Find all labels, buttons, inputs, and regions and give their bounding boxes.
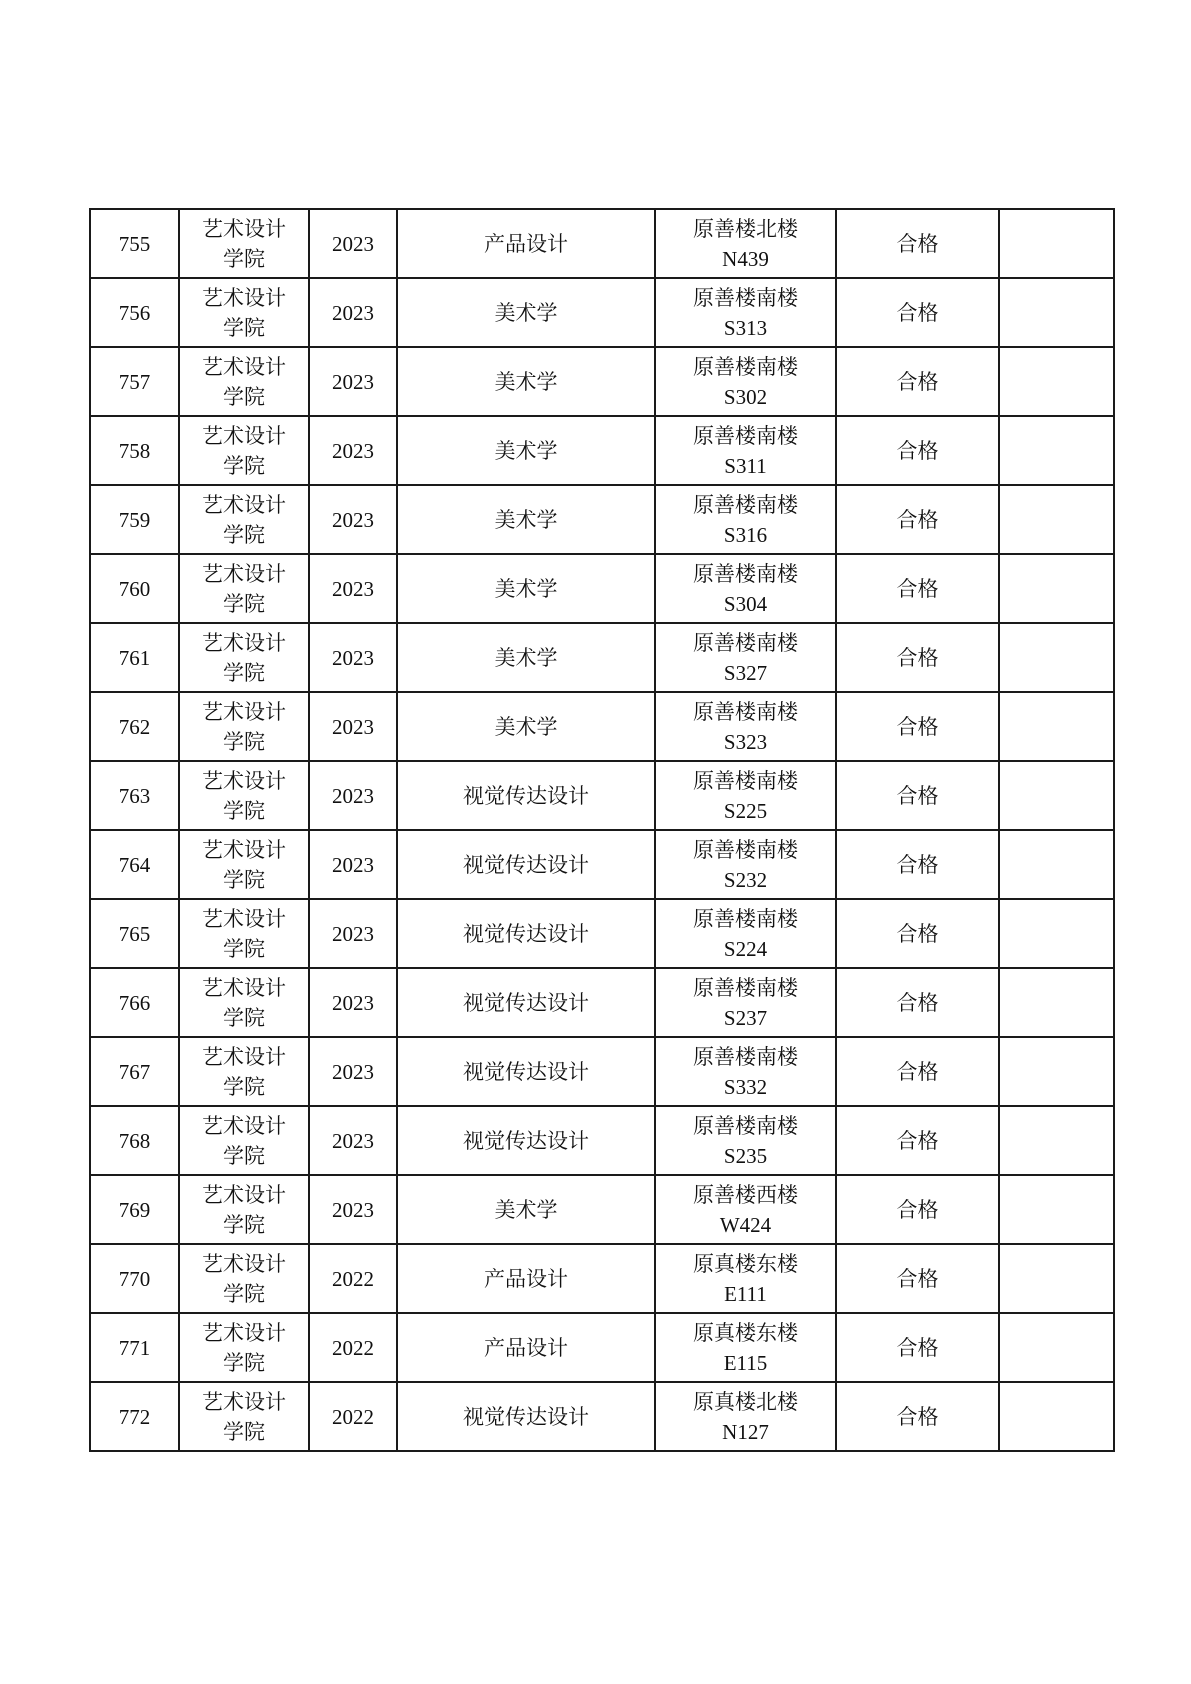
cell-text-line: 学院 — [223, 936, 265, 961]
cell-major: 美术学 — [397, 485, 655, 554]
cell-college — [179, 692, 309, 761]
cell-text-line: S232 — [723, 867, 768, 892]
cell-text-line: 艺术设计 — [202, 1182, 286, 1207]
cell-grade: 2023 — [309, 416, 397, 485]
cell-grade: 2023 — [309, 554, 397, 623]
cell-note — [999, 1313, 1114, 1382]
cell-text-line: 艺术设计 — [202, 975, 286, 1000]
cell-number: 759 — [90, 485, 179, 554]
table-row — [90, 968, 1114, 1037]
cell-result: 合格 — [836, 830, 999, 899]
cell-number: 762 — [90, 692, 179, 761]
cell-text-line: 艺术设计 — [202, 423, 286, 448]
cell-grade: 2023 — [309, 347, 397, 416]
cell-college — [179, 347, 309, 416]
cell-text-line: 艺术设计 — [202, 837, 286, 862]
cell-result: 合格 — [836, 416, 999, 485]
cell-text-line: 学院 — [223, 246, 265, 271]
table-row — [90, 1037, 1114, 1106]
cell-grade: 2023 — [309, 761, 397, 830]
table-row — [90, 761, 1114, 830]
cell-text-line: 艺术设计 — [202, 1251, 286, 1276]
cell-text-line: 原真楼东楼 — [693, 1320, 798, 1345]
cell-major: 产品设计 — [397, 1313, 655, 1382]
cell-college — [179, 899, 309, 968]
cell-number: 756 — [90, 278, 179, 347]
cell-grade: 2023 — [309, 1106, 397, 1175]
cell-text-line: S224 — [723, 936, 768, 961]
cell-note — [999, 761, 1114, 830]
cell-text-line: 原真楼东楼 — [693, 1251, 798, 1276]
cell-number: 761 — [90, 623, 179, 692]
cell-text-line: 学院 — [223, 1143, 265, 1168]
cell-result: 合格 — [836, 485, 999, 554]
cell-text-line: S302 — [723, 384, 768, 409]
cell-number: 765 — [90, 899, 179, 968]
results-table — [89, 208, 1115, 1452]
cell-text-line: 艺术设计 — [202, 630, 286, 655]
cell-text-line: S304 — [723, 591, 768, 616]
cell-grade: 2023 — [309, 1037, 397, 1106]
cell-number: 772 — [90, 1382, 179, 1451]
cell-college — [179, 1382, 309, 1451]
cell-result: 合格 — [836, 1175, 999, 1244]
cell-text-line: 学院 — [223, 798, 265, 823]
cell-result: 合格 — [836, 1382, 999, 1451]
cell-college — [179, 278, 309, 347]
cell-grade: 2022 — [309, 1244, 397, 1313]
cell-note — [999, 692, 1114, 761]
cell-major: 视觉传达设计 — [397, 1106, 655, 1175]
cell-major: 美术学 — [397, 692, 655, 761]
table-row — [90, 899, 1114, 968]
cell-text-line: 学院 — [223, 1074, 265, 1099]
cell-location — [655, 1175, 836, 1244]
table-row — [90, 1382, 1114, 1451]
cell-text-line: 原善楼南楼 — [693, 699, 798, 724]
cell-grade: 2022 — [309, 1313, 397, 1382]
cell-text-line: 原善楼南楼 — [693, 354, 798, 379]
cell-location — [655, 1313, 836, 1382]
cell-result: 合格 — [836, 692, 999, 761]
cell-text-line: 原善楼南楼 — [693, 837, 798, 862]
cell-number: 757 — [90, 347, 179, 416]
cell-major: 美术学 — [397, 416, 655, 485]
cell-grade: 2023 — [309, 278, 397, 347]
cell-text-line: 学院 — [223, 522, 265, 547]
cell-text-line: E111 — [724, 1281, 767, 1306]
table-row — [90, 692, 1114, 761]
cell-major: 美术学 — [397, 347, 655, 416]
cell-text-line: 艺术设计 — [202, 354, 286, 379]
cell-text-line: E115 — [723, 1350, 768, 1375]
cell-major: 产品设计 — [397, 209, 655, 278]
cell-note — [999, 347, 1114, 416]
cell-note — [999, 830, 1114, 899]
cell-text-line: 原真楼北楼 — [693, 1389, 798, 1414]
cell-text-line: 学院 — [223, 660, 265, 685]
cell-text-line: 学院 — [223, 1281, 265, 1306]
cell-college — [179, 416, 309, 485]
cell-location — [655, 899, 836, 968]
table-row — [90, 1313, 1114, 1382]
cell-location — [655, 209, 836, 278]
cell-text-line: S235 — [723, 1143, 768, 1168]
cell-note — [999, 623, 1114, 692]
cell-major: 产品设计 — [397, 1244, 655, 1313]
cell-college — [179, 1313, 309, 1382]
cell-text-line: 学院 — [223, 384, 265, 409]
cell-text-line: 学院 — [223, 867, 265, 892]
cell-text-line: 艺术设计 — [202, 768, 286, 793]
cell-text-line: 学院 — [223, 591, 265, 616]
cell-number: 769 — [90, 1175, 179, 1244]
cell-college — [179, 554, 309, 623]
table-row — [90, 416, 1114, 485]
results-table-body — [90, 209, 1114, 1451]
cell-result: 合格 — [836, 1244, 999, 1313]
cell-note — [999, 278, 1114, 347]
cell-result: 合格 — [836, 623, 999, 692]
cell-major: 视觉传达设计 — [397, 968, 655, 1037]
cell-text-line: S225 — [723, 798, 768, 823]
cell-major: 视觉传达设计 — [397, 1382, 655, 1451]
cell-text-line: 原善楼南楼 — [693, 630, 798, 655]
cell-number: 763 — [90, 761, 179, 830]
cell-text-line: 学院 — [223, 1419, 265, 1444]
cell-text-line: 原善楼南楼 — [693, 423, 798, 448]
cell-number: 758 — [90, 416, 179, 485]
cell-text-line: 学院 — [223, 729, 265, 754]
cell-result: 合格 — [836, 1106, 999, 1175]
cell-text-line: S332 — [723, 1074, 768, 1099]
cell-text-line: 学院 — [223, 453, 265, 478]
cell-result: 合格 — [836, 968, 999, 1037]
cell-number: 760 — [90, 554, 179, 623]
cell-location — [655, 347, 836, 416]
cell-text-line: 学院 — [223, 1212, 265, 1237]
cell-college — [179, 485, 309, 554]
table-row — [90, 554, 1114, 623]
cell-grade: 2023 — [309, 692, 397, 761]
cell-note — [999, 1175, 1114, 1244]
cell-note — [999, 899, 1114, 968]
cell-text-line: S316 — [723, 522, 768, 547]
cell-grade: 2023 — [309, 899, 397, 968]
cell-grade: 2023 — [309, 623, 397, 692]
cell-text-line: S311 — [724, 453, 767, 478]
cell-text-line: N127 — [722, 1419, 769, 1444]
cell-location — [655, 1106, 836, 1175]
cell-grade: 2023 — [309, 968, 397, 1037]
cell-note — [999, 416, 1114, 485]
cell-grade: 2023 — [309, 485, 397, 554]
cell-number: 770 — [90, 1244, 179, 1313]
cell-note — [999, 554, 1114, 623]
cell-note — [999, 968, 1114, 1037]
cell-location — [655, 485, 836, 554]
cell-college — [179, 623, 309, 692]
cell-note — [999, 1106, 1114, 1175]
cell-college — [179, 830, 309, 899]
cell-location — [655, 830, 836, 899]
cell-college — [179, 761, 309, 830]
cell-major: 视觉传达设计 — [397, 899, 655, 968]
cell-note — [999, 209, 1114, 278]
cell-result: 合格 — [836, 554, 999, 623]
cell-result: 合格 — [836, 209, 999, 278]
cell-text-line: 艺术设计 — [202, 285, 286, 310]
table-row — [90, 278, 1114, 347]
cell-text-line: 原善楼南楼 — [693, 561, 798, 586]
cell-college — [179, 1244, 309, 1313]
cell-note — [999, 1037, 1114, 1106]
table-row — [90, 209, 1114, 278]
cell-text-line: S237 — [723, 1005, 768, 1030]
cell-text-line: 艺术设计 — [202, 1389, 286, 1414]
cell-text-line: 原善楼南楼 — [693, 1113, 798, 1138]
cell-text-line: 学院 — [223, 1005, 265, 1030]
cell-text-line: 艺术设计 — [202, 492, 286, 517]
cell-number: 766 — [90, 968, 179, 1037]
cell-text-line: 艺术设计 — [202, 906, 286, 931]
cell-text-line: S313 — [723, 315, 768, 340]
cell-result: 合格 — [836, 1037, 999, 1106]
cell-text-line: 艺术设计 — [202, 1044, 286, 1069]
cell-location — [655, 416, 836, 485]
cell-result: 合格 — [836, 278, 999, 347]
table-row — [90, 830, 1114, 899]
cell-text-line: 原善楼南楼 — [693, 492, 798, 517]
cell-text-line: 艺术设计 — [202, 1113, 286, 1138]
cell-text-line: 艺术设计 — [202, 1320, 286, 1345]
cell-text-line: 艺术设计 — [202, 561, 286, 586]
cell-result: 合格 — [836, 347, 999, 416]
table-row — [90, 1106, 1114, 1175]
cell-text-line: 原善楼西楼 — [693, 1182, 798, 1207]
cell-grade: 2023 — [309, 1175, 397, 1244]
cell-text-line: 原善楼南楼 — [693, 768, 798, 793]
cell-college — [179, 1175, 309, 1244]
cell-major: 美术学 — [397, 554, 655, 623]
cell-location — [655, 278, 836, 347]
cell-text-line: W424 — [719, 1212, 772, 1237]
cell-result: 合格 — [836, 1313, 999, 1382]
cell-note — [999, 485, 1114, 554]
cell-number: 768 — [90, 1106, 179, 1175]
cell-text-line: 原善楼南楼 — [693, 906, 798, 931]
cell-location — [655, 1244, 836, 1313]
cell-major: 视觉传达设计 — [397, 761, 655, 830]
cell-college — [179, 1037, 309, 1106]
cell-note — [999, 1244, 1114, 1313]
cell-text-line: S323 — [723, 729, 768, 754]
cell-text-line: 学院 — [223, 315, 265, 340]
cell-text-line: 学院 — [223, 1350, 265, 1375]
cell-college — [179, 968, 309, 1037]
cell-major: 视觉传达设计 — [397, 830, 655, 899]
cell-number: 755 — [90, 209, 179, 278]
cell-text-line: 艺术设计 — [202, 699, 286, 724]
cell-text-line: 原善楼南楼 — [693, 1044, 798, 1069]
cell-location — [655, 554, 836, 623]
cell-major: 美术学 — [397, 1175, 655, 1244]
cell-result: 合格 — [836, 899, 999, 968]
cell-location — [655, 623, 836, 692]
cell-text-line: 原善楼南楼 — [693, 975, 798, 1000]
cell-number: 764 — [90, 830, 179, 899]
cell-major: 视觉传达设计 — [397, 1037, 655, 1106]
cell-text-line: S327 — [723, 660, 768, 685]
cell-major: 美术学 — [397, 278, 655, 347]
cell-result: 合格 — [836, 761, 999, 830]
cell-number: 767 — [90, 1037, 179, 1106]
cell-grade: 2023 — [309, 209, 397, 278]
cell-college — [179, 209, 309, 278]
cell-text-line: 艺术设计 — [202, 216, 286, 241]
cell-college — [179, 1106, 309, 1175]
cell-note — [999, 1382, 1114, 1451]
cell-location — [655, 692, 836, 761]
cell-location — [655, 1037, 836, 1106]
table-row — [90, 1244, 1114, 1313]
table-row — [90, 623, 1114, 692]
table-row — [90, 485, 1114, 554]
table-row — [90, 347, 1114, 416]
cell-text-line: 原善楼北楼 — [693, 216, 798, 241]
cell-text-line: N439 — [722, 246, 769, 271]
cell-major: 美术学 — [397, 623, 655, 692]
cell-location — [655, 1382, 836, 1451]
cell-location — [655, 968, 836, 1037]
cell-grade: 2023 — [309, 830, 397, 899]
cell-text-line: 原善楼南楼 — [693, 285, 798, 310]
cell-grade: 2022 — [309, 1382, 397, 1451]
cell-number: 771 — [90, 1313, 179, 1382]
table-row — [90, 1175, 1114, 1244]
cell-location — [655, 761, 836, 830]
